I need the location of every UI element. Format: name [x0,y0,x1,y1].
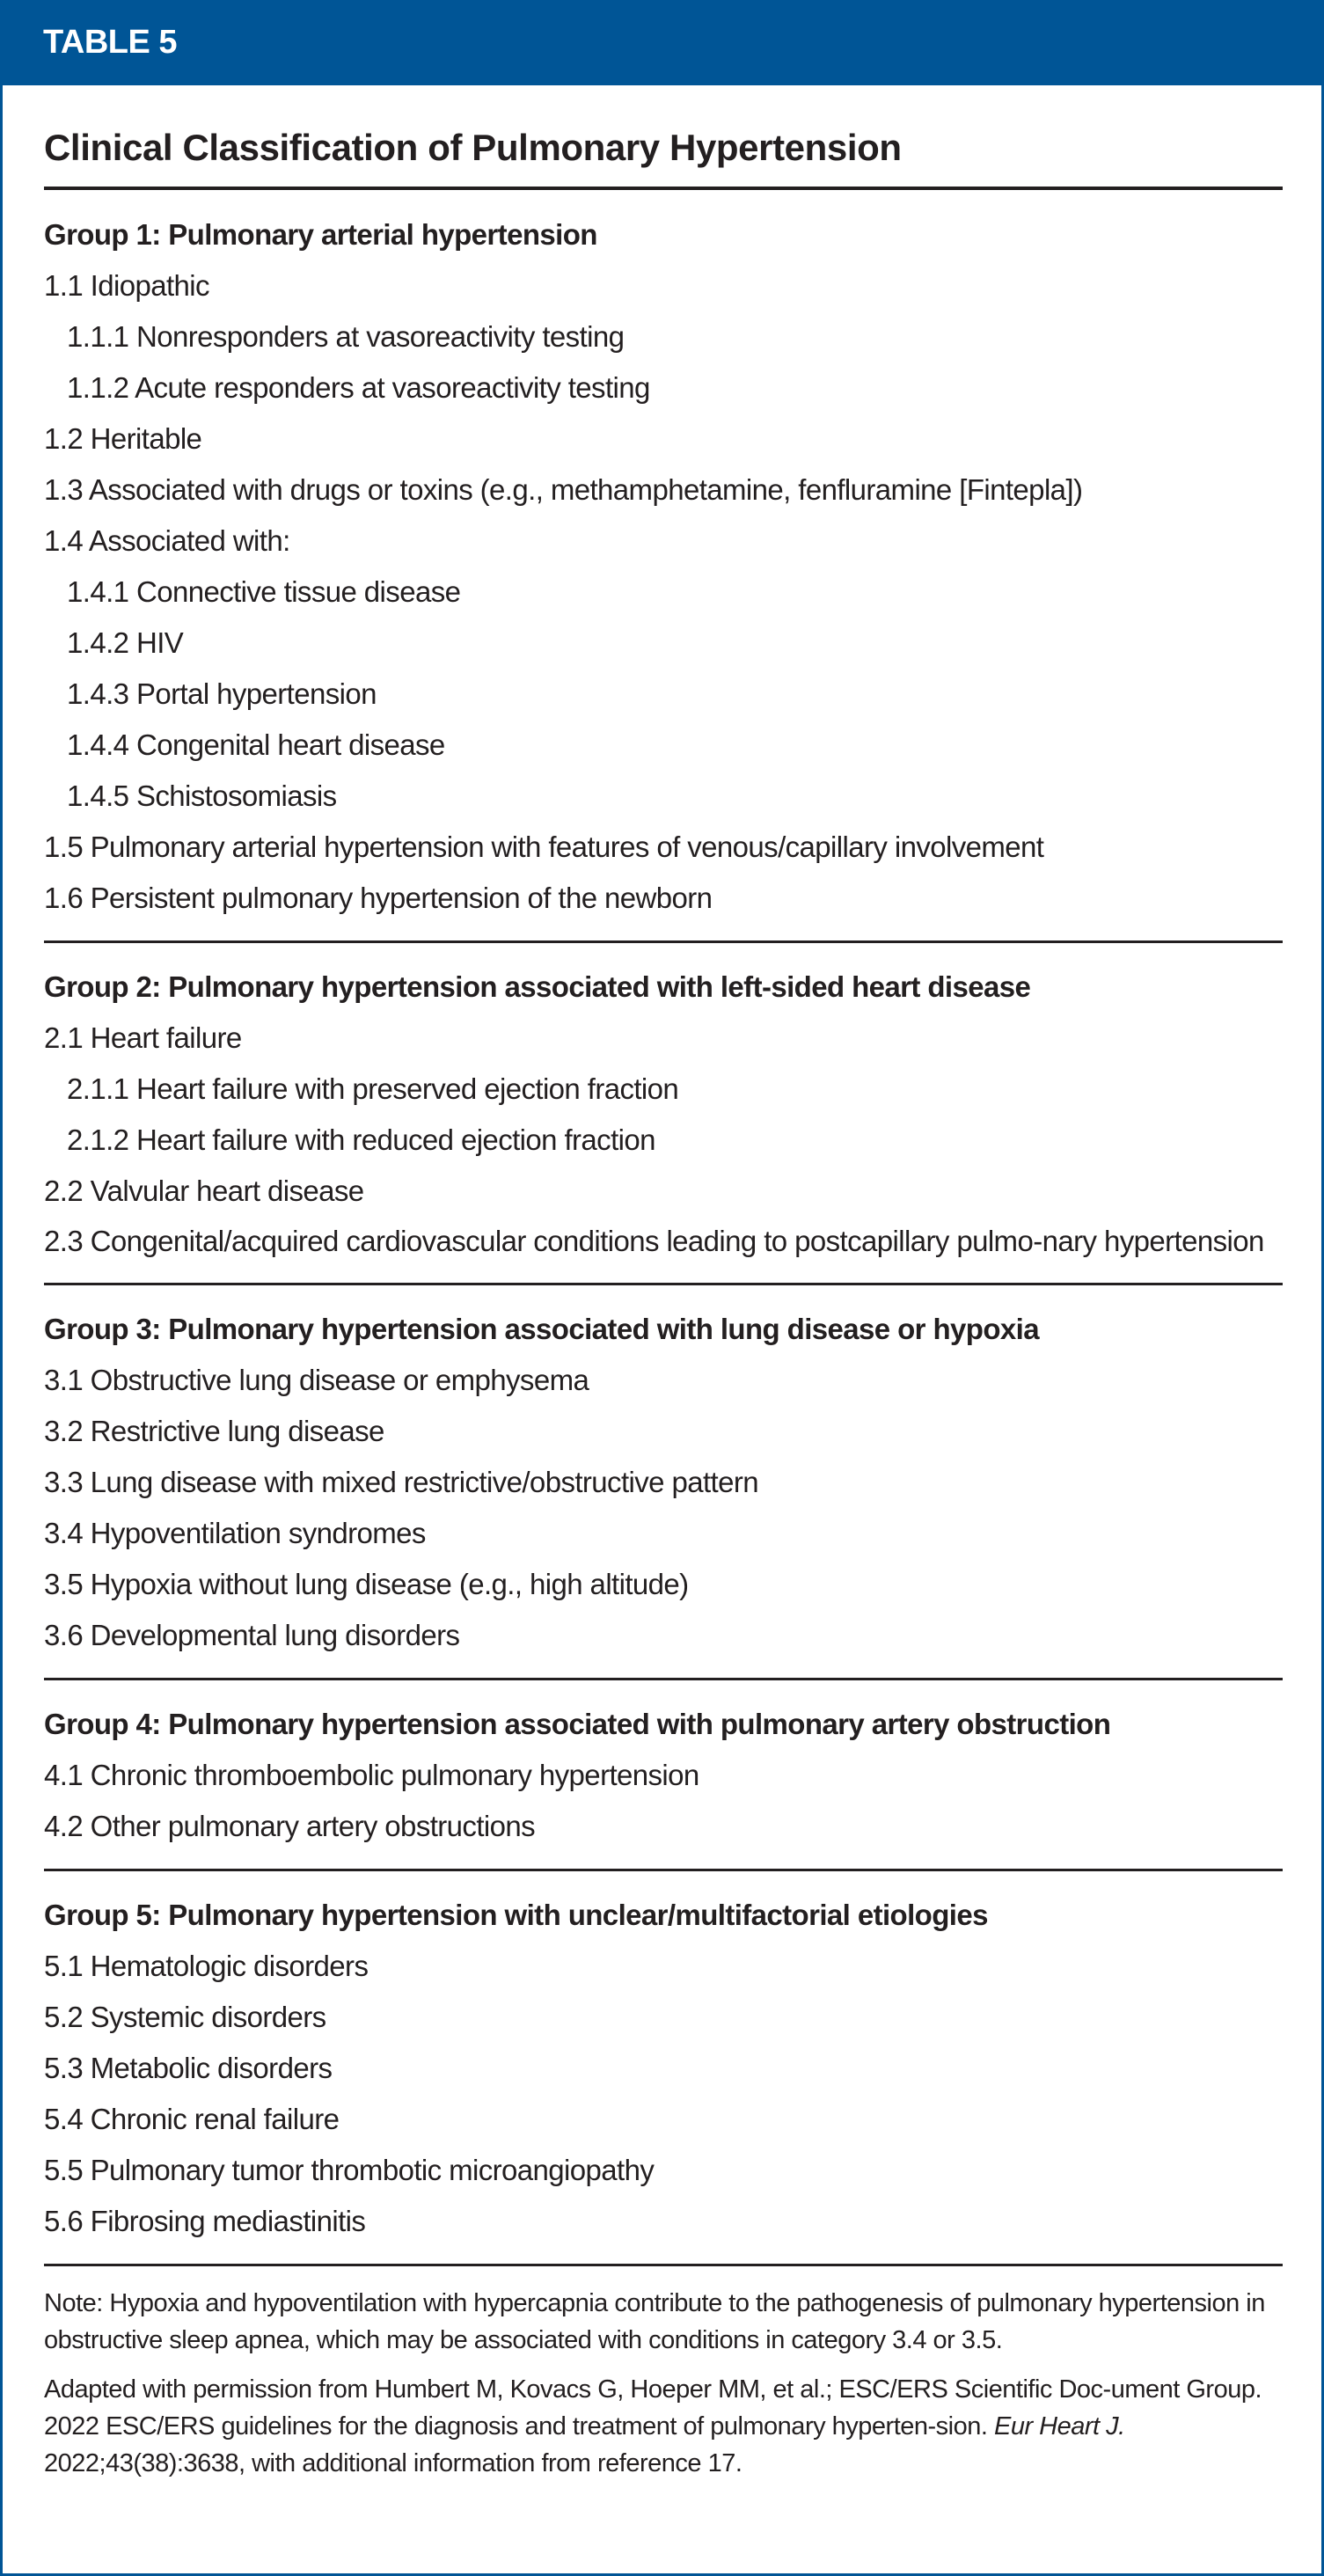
group-section-4 [44,1699,1283,1852]
group-section-2 [44,962,1283,1266]
table-number-label: TABLE 5 [43,24,178,61]
category-item: 3.5 Hypoxia without lung disease (e.g., high altitude) [44,1568,689,1600]
source-journal: Eur Heart J. [993,2412,1125,2441]
footnote-note: Note: Hypoxia and hypoventilation with hypercapnia contribute to the pathogenesis of pulmonary hypertension in obstructive sleep apnea, which may be associated with conditions in category 3.4 or 3.5. [44,2289,1265,2354]
category-item: 5.5 Pulmonary tumor thrombotic microangiopathy [44,2154,655,2186]
category-item: 3.1 Obstructive lung disease or emphysema [44,1364,589,1396]
category-item: 2.3 Congenital/acquired cardiovascular conditions leading to postcapillary pulmo-nary hypertension [44,1225,1264,1257]
table-content [44,85,1283,2482]
table-title: Clinical Classification of Pulmonary Hypertension [44,127,902,168]
group-heading: Group 1: Pulmonary arterial hypertension [44,218,597,251]
category-item: 5.6 Fibrosing mediastinitis [44,2205,366,2237]
category-item: 1.3 Associated with drugs or toxins (e.g., methamphetamine, fenfluramine [Fintepla]) [44,473,1083,506]
footnote-source [44,2371,1283,2482]
category-item: 3.3 Lung disease with mixed restrictive/obstructive pattern [44,1466,759,1498]
subcategory-item: 1.1.2 Acute responders at vasoreactivity testing [67,371,650,404]
category-item: 1.5 Pulmonary arterial hypertension with features of venous/capillary involvement [44,831,1044,863]
group-heading: Group 4: Pulmonary hypertension associated with pulmonary artery obstruction [44,1708,1111,1740]
category-item: 5.2 Systemic disorders [44,2001,326,2033]
category-item: 1.2 Heritable [44,422,202,455]
subcategory-item: 1.4.1 Connective tissue disease [67,575,461,608]
source-text-after: 2022;43(38):3638, with additional information from reference 17. [44,2449,742,2477]
table-header-bar [3,3,1321,85]
category-item: 3.2 Restrictive lung disease [44,1415,384,1447]
category-item: 4.2 Other pulmonary artery obstructions [44,1810,536,1842]
category-item: 2.1 Heart failure [44,1021,242,1054]
subcategory-item: 1.4.3 Portal hypertension [67,677,377,710]
footnote-divider [44,2264,1283,2266]
subcategory-item: 2.1.1 Heart failure with preserved ejection fraction [67,1072,679,1105]
category-item: 5.4 Chronic renal failure [44,2103,340,2135]
group-divider [44,1869,1283,1871]
category-item: 1.6 Persistent pulmonary hypertension of the newborn [44,882,713,914]
category-item: 1.4 Associated with: [44,524,290,557]
group-section-1 [44,209,1283,924]
category-item: 2.2 Valvular heart disease [44,1175,364,1207]
subcategory-item: 1.4.5 Schistosomiasis [67,779,337,812]
category-item: 4.1 Chronic thromboembolic pulmonary hypertension [44,1759,699,1791]
category-item: 3.4 Hypoventilation syndromes [44,1517,426,1549]
category-item: 1.1 Idiopathic [44,269,209,302]
group-divider [44,1678,1283,1680]
group-section-3 [44,1304,1283,1661]
group-heading: Group 2: Pulmonary hypertension associated with left-sided heart disease [44,970,1031,1003]
subcategory-item: 1.1.1 Nonresponders at vasoreactivity testing [67,320,625,353]
subcategory-item: 2.1.2 Heart failure with reduced ejection fraction [67,1123,655,1156]
subcategory-item: 1.4.2 HIV [67,626,184,659]
group-section-5 [44,1890,1283,2247]
category-item: 3.6 Developmental lung disorders [44,1619,460,1651]
title-divider [44,187,1283,190]
subcategory-item: 1.4.4 Congenital heart disease [67,728,445,761]
group-divider [44,1283,1283,1285]
category-item: 5.1 Hematologic disorders [44,1950,369,1982]
group-divider [44,940,1283,943]
group-heading: Group 5: Pulmonary hypertension with unclear/multifactorial etiologies [44,1899,988,1931]
category-item: 5.3 Metabolic disorders [44,2052,333,2084]
group-heading: Group 3: Pulmonary hypertension associated with lung disease or hypoxia [44,1313,1039,1345]
source-text-before: Adapted with permission from Humbert M, Kovacs G, Hoeper MM, et al.; ESC/ERS Scientific Doc-ument Group. 2022 ESC/ERS guidelines for the diagnosis and treatment of pulmonary hyperten-sion. [44,2375,1262,2441]
classification-groups [44,209,1283,2247]
